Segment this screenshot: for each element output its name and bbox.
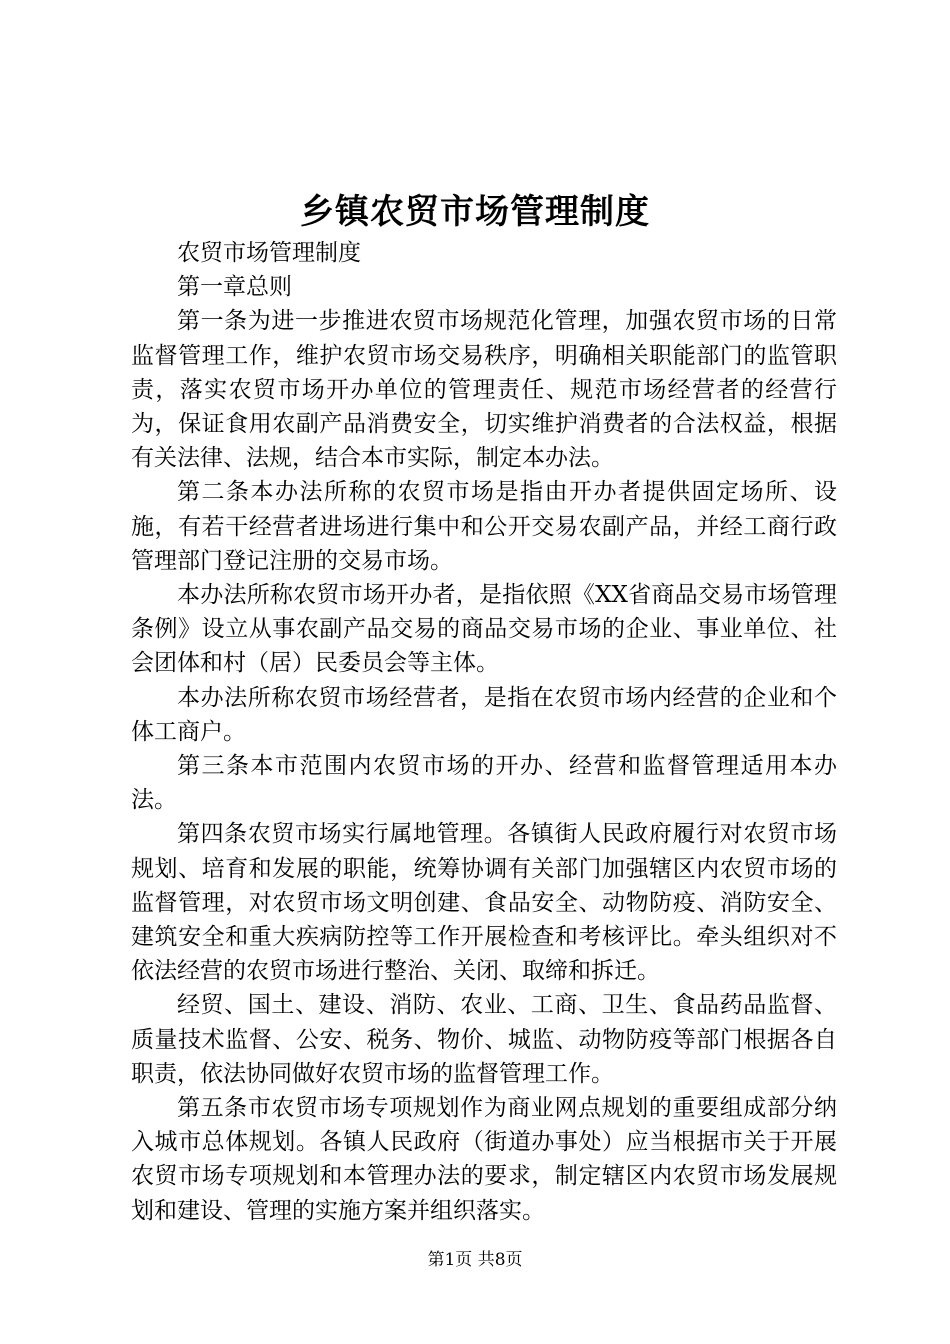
paragraph: 经贸、国土、建设、消防、农业、工商、卫生、食品药品监督、质量技术监督、公安、税务、物价、城监、动物防疫等部门根据各自职责，依法协同做好农贸市场的监督管理工作。 <box>131 992 837 1087</box>
page-number: 第1页 共8页 <box>427 1250 523 1270</box>
document-title: 乡镇农贸市场管理制度 <box>300 192 650 232</box>
paragraph: 本办法所称农贸市场经营者，是指在农贸市场内经营的企业和个体工商户。 <box>131 684 837 745</box>
document-body <box>131 236 837 1228</box>
paragraph: 第五条市农贸市场专项规划作为商业网点规划的重要组成部分纳入城市总体规划。各镇人民政府（街道办事处）应当根据市关于开展农贸市场专项规划和本管理办法的要求，制定辖区内农贸市场发展规划和建设、管理的实施方案并组织落实。 <box>131 1095 837 1224</box>
paragraph: 第三条本市范围内农贸市场的开办、经营和监督管理适用本办法。 <box>131 753 837 814</box>
paragraph: 第四条农贸市场实行属地管理。各镇街人民政府履行对农贸市场规划、培育和发展的职能，统筹协调有关部门加强辖区内农贸市场的监督管理，对农贸市场文明创建、食品安全、动物防疫、消防安全、建筑安全和重大疾病防控等工作开展检查和考核评比。牵头组织对不依法经营的农贸市场进行整治、关闭、取缔和拆迁。 <box>131 821 837 985</box>
paragraph: 本办法所称农贸市场开办者，是指依照《XX省商品交易市场管理条例》设立从事农副产品交易的商品交易市场的企业、事业单位、社会团体和村（居）民委员会等主体。 <box>131 582 837 677</box>
paragraph: 农贸市场管理制度 <box>177 240 361 266</box>
paragraph: 第一章总则 <box>177 274 292 301</box>
paragraph: 第二条本办法所称的农贸市场是指由开办者提供固定场所、设施，有若干经营者进场进行集中和公开交易农副产品，并经工商行政管理部门登记注册的交易市场。 <box>131 479 837 574</box>
paragraph: 第一条为进一步推进农贸市场规范化管理，加强农贸市场的日常监督管理工作，维护农贸市场交易秩序，明确相关职能部门的监管职责，落实农贸市场开办单位的管理责任、规范市场经营者的经营行为，保证食用农副产品消费安全，切实维护消费者的合法权益，根据有关法律、法规，结合本市实际，制定本办法。 <box>131 308 837 472</box>
